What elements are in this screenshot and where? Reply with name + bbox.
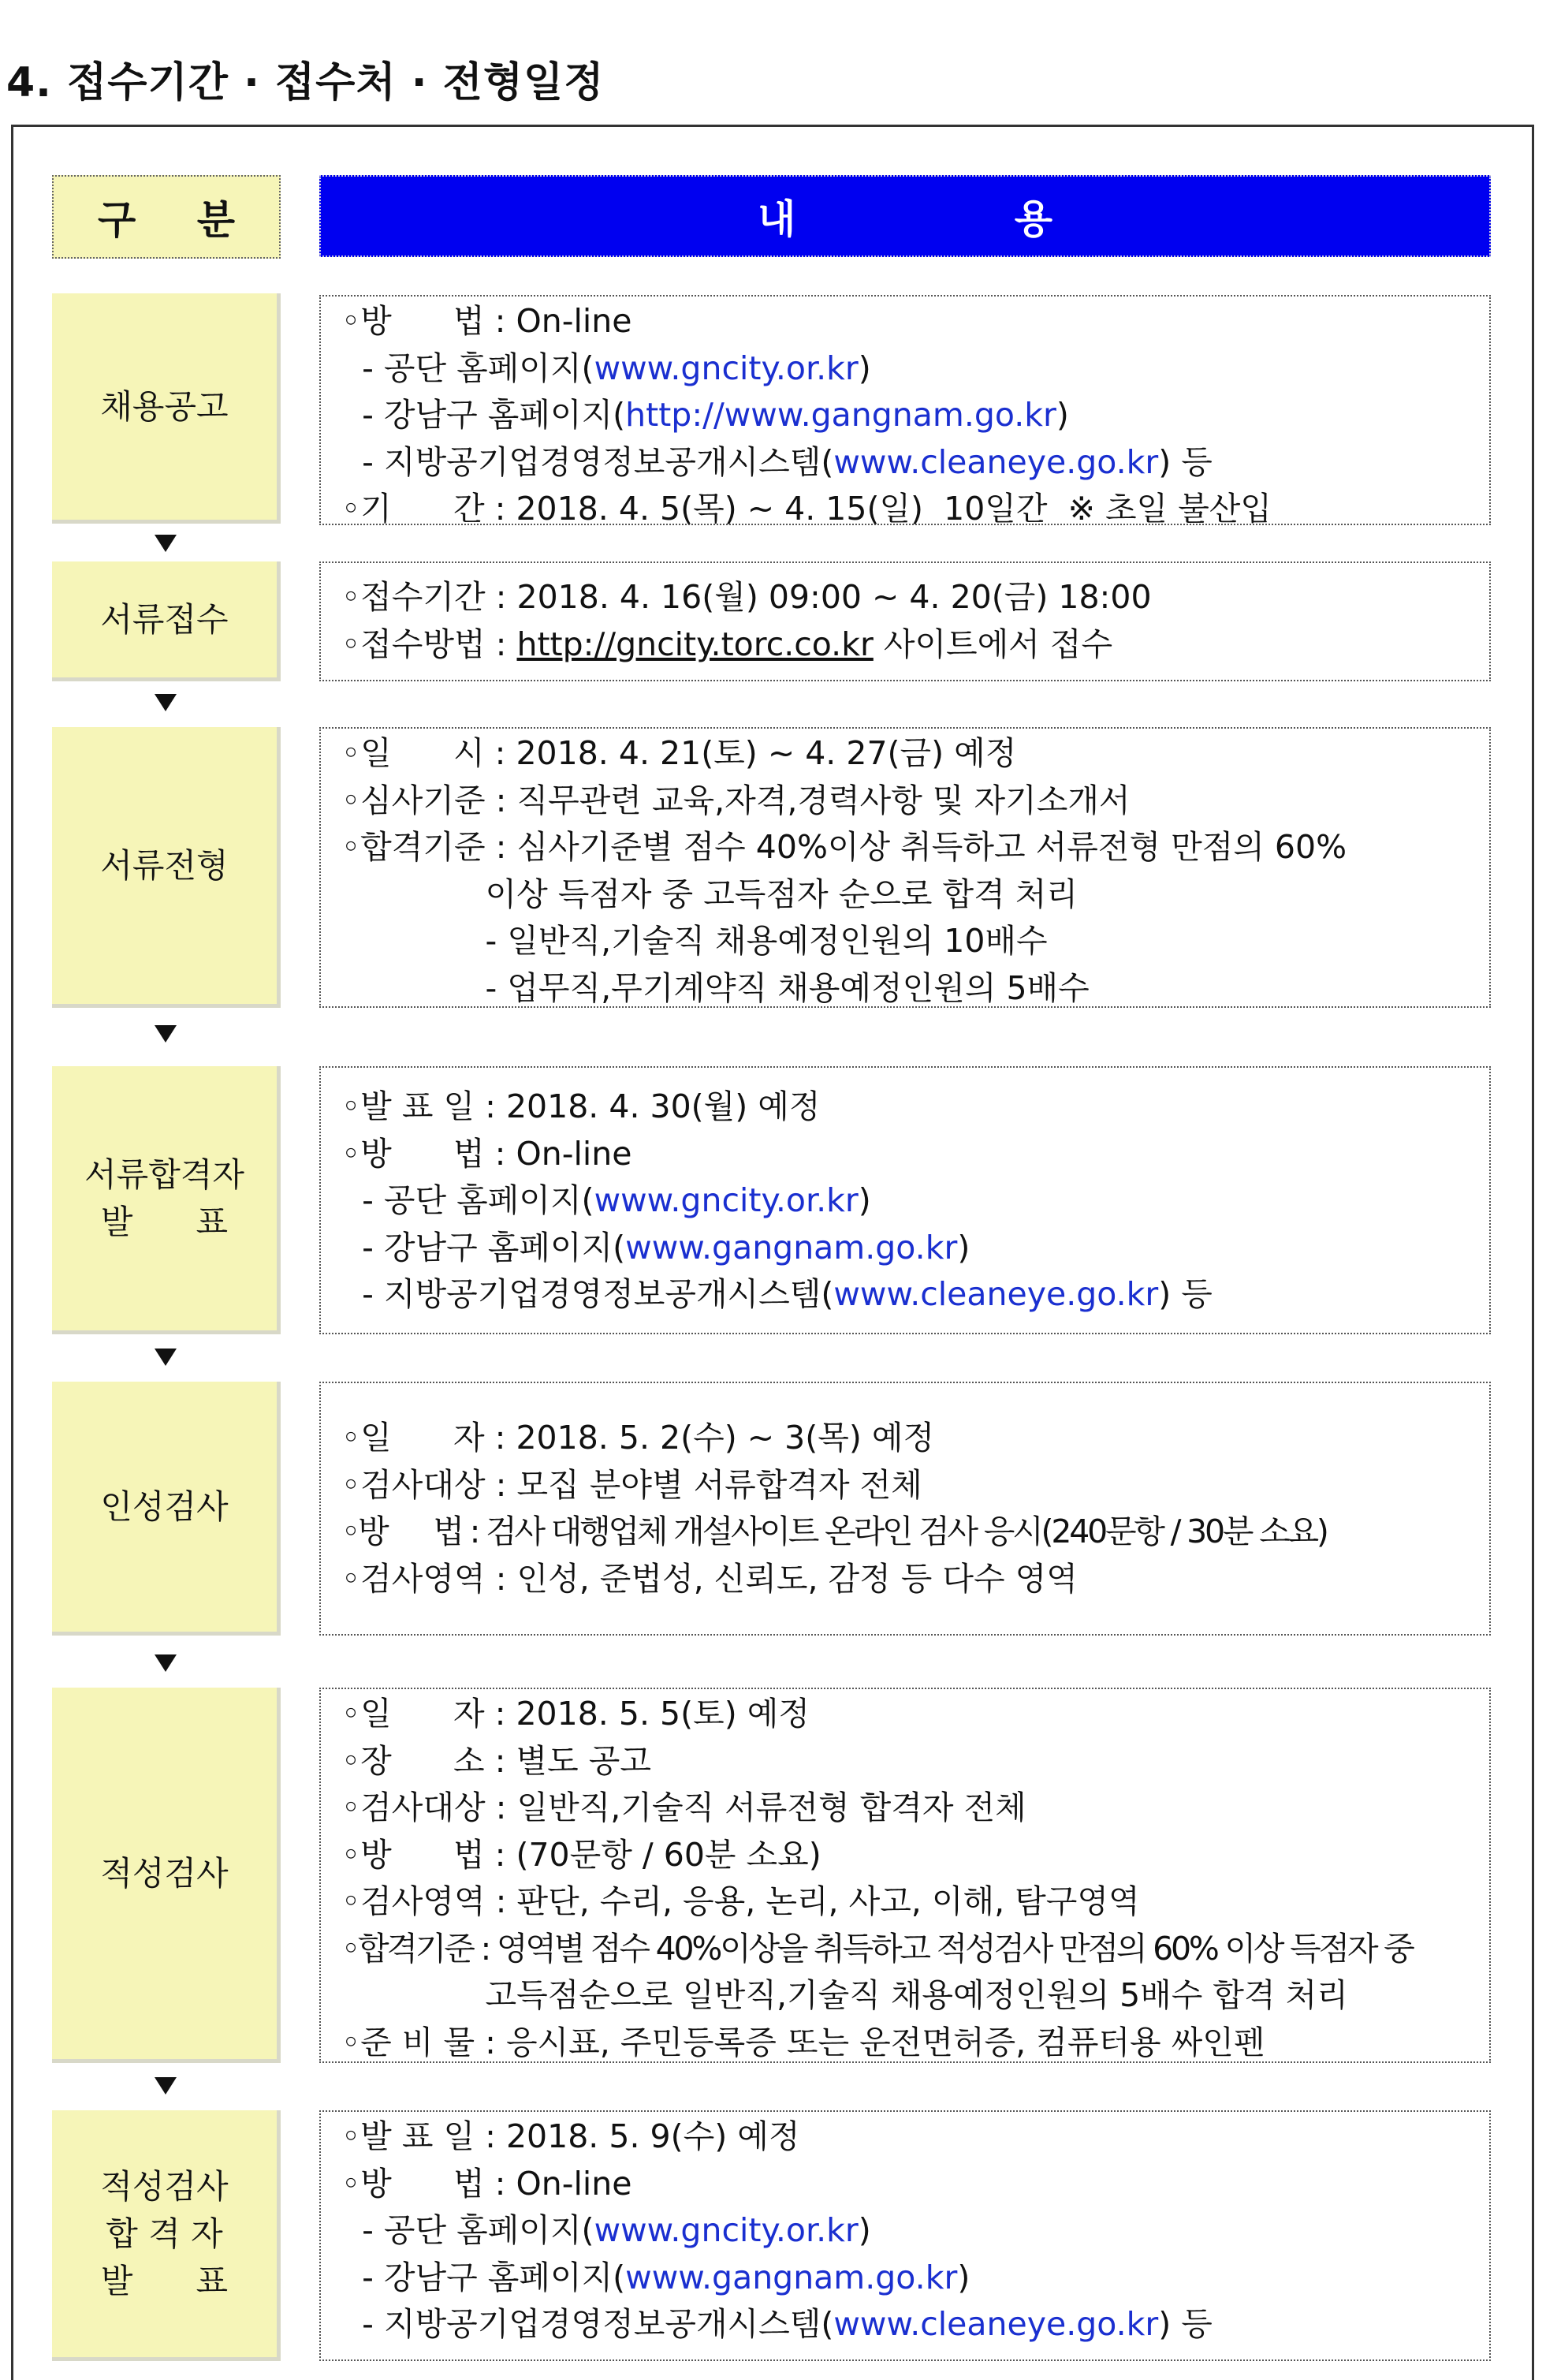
category-document-screening: [52, 727, 281, 1008]
website-link[interactable]: www.gangnam.go.kr: [625, 2258, 958, 2296]
application-site-link[interactable]: http://gncity.torc.co.kr: [516, 625, 874, 663]
content-line: - 강남구 홈페이지(www.gangnam.go.kr): [341, 2258, 970, 2296]
content-line: ◦일 자 : 2018. 5. 5(토) 예정: [341, 1695, 810, 1733]
content-line: ◦접수방법 : http://gncity.torc.co.kr 사이트에서 접수: [341, 625, 1113, 663]
category-label: 서류전형: [100, 845, 229, 885]
header-category: 구 분: [52, 175, 281, 259]
page-title: 4. 접수기간 · 접수처 · 전형일정: [6, 59, 605, 106]
content-line: ◦검사영역 : 판단, 수리, 응용, 논리, 사고, 이해, 탐구영역: [341, 1882, 1140, 1920]
content-line: ◦발 표 일 : 2018. 5. 9(수) 예정: [341, 2117, 800, 2155]
category-document-submission: [52, 561, 281, 681]
content-line: ◦발 표 일 : 2018. 4. 30(월) 예정: [341, 1087, 821, 1125]
content-line: - 지방공기업경영정보공개시스템(www.cleaneye.go.kr) 등: [341, 1275, 1213, 1313]
content-document-submission: [319, 561, 1491, 681]
content-aptitude-test: [319, 1688, 1491, 2063]
content-line: - 업무직,무기계약직 채용예정인원의 5배수: [341, 968, 1090, 1007]
content-aptitude-pass-announcement: [319, 2110, 1491, 2361]
category-recruitment-notice: [52, 293, 281, 524]
category-document-pass-announcement: [52, 1066, 281, 1334]
website-link[interactable]: www.cleaneye.go.kr: [833, 442, 1159, 481]
content-line: - 공단 홈페이지(www.gncity.or.kr): [341, 2211, 871, 2249]
content-line: ◦방 법 : On-line: [341, 1134, 632, 1173]
category-label: 적성검사 합 격 자 발 표: [100, 2166, 229, 2300]
content-document-screening: [319, 727, 1491, 1008]
category-label: 서류합격자 발 표: [84, 1155, 244, 1241]
flow-arrow-icon: [155, 694, 177, 711]
content-line: - 공단 홈페이지(www.gncity.or.kr): [341, 1181, 871, 1219]
flow-arrow-icon: [155, 2077, 177, 2095]
category-label: 적성검사: [100, 1853, 229, 1893]
flow-arrow-icon: [155, 1349, 177, 1366]
content-line: ◦검사영역 : 인성, 준법성, 신뢰도, 감정 등 다수 영역: [341, 1559, 1078, 1598]
website-link[interactable]: http://www.gangnam.go.kr: [625, 396, 1056, 434]
content-document-pass-announcement: [319, 1066, 1491, 1334]
category-aptitude-pass-announcement: [52, 2110, 281, 2361]
website-link[interactable]: www.gncity.or.kr: [594, 1181, 859, 1219]
category-label: 인성검사: [100, 1487, 229, 1526]
content-line: ◦일 시 : 2018. 4. 21(토) ~ 4. 27(금) 예정: [341, 734, 1017, 772]
website-link[interactable]: www.gangnam.go.kr: [625, 1228, 958, 1266]
content-line: ◦심사기준 : 직무관련 교육,자격,경력사항 및 자기소개서: [341, 781, 1131, 819]
content-line: ◦검사대상 : 모집 분야별 서류합격자 전체: [341, 1465, 922, 1504]
content-line: ◦합격기준 : 심사기준별 점수 40%이상 취득하고 서류전형 만점의 60%: [341, 828, 1347, 866]
category-aptitude-test: [52, 1688, 281, 2063]
content-line: - 강남구 홈페이지(www.gangnam.go.kr): [341, 1228, 970, 1266]
content-line: - 지방공기업경영정보공개시스템(www.cleaneye.go.kr) 등: [341, 2305, 1213, 2343]
content-line: ◦접수기간 : 2018. 4. 16(월) 09:00 ~ 4. 20(금) 18:00: [341, 578, 1152, 616]
content-line: ◦준 비 물 : 응시표, 주민등록증 또는 운전면허증, 컴퓨터용 싸인펜: [341, 2023, 1265, 2061]
content-line: ◦장 소 : 별도 공고: [341, 1741, 651, 1780]
content-recruitment-notice: [319, 295, 1491, 528]
category-personality-test: [52, 1382, 281, 1636]
flow-arrow-icon: [155, 1025, 177, 1043]
category-label: 채용공고: [100, 386, 229, 426]
content-line: 고득점순으로 일반직,기술직 채용예정인원의 5배수 합격 처리: [341, 1976, 1348, 2014]
website-link[interactable]: www.cleaneye.go.kr: [833, 2305, 1159, 2343]
content-line: - 일반직,기술직 채용예정인원의 10배수: [341, 922, 1048, 960]
content-line: 이상 득점자 중 고득점자 순으로 합격 처리: [341, 875, 1078, 913]
header-content: 내 용: [319, 175, 1491, 257]
content-line: ◦기 간 : 2018. 4. 5(목) ~ 4. 15(일) 10일간 ※ 초일 불산입: [341, 490, 1272, 528]
flow-arrow-icon: [155, 1654, 177, 1672]
content-line: ◦방 법 : 검사 대행업체 개설사이트 온라인 검사 응시(240문항 / 30분 소요): [341, 1513, 1327, 1550]
category-label: 서류접수: [100, 599, 229, 639]
website-link[interactable]: www.gncity.or.kr: [594, 349, 859, 387]
content-line: ◦방 법 : On-line: [341, 2164, 632, 2203]
content-personality-test: [319, 1382, 1491, 1636]
content-line: ◦방 법 : On-line: [341, 302, 632, 340]
website-link[interactable]: www.cleaneye.go.kr: [833, 1275, 1159, 1313]
flow-arrow-icon: [155, 535, 177, 552]
content-line: ◦검사대상 : 일반직,기술직 서류전형 합격자 전체: [341, 1789, 1026, 1826]
content-line: ◦합격기준 : 영역별 점수 40%이상을 취득하고 적성검사 만점의 60% 이상 득점자 중: [341, 1929, 1413, 1968]
website-link[interactable]: www.gncity.or.kr: [594, 2211, 859, 2249]
content-line: ◦방 법 : (70문항 / 60분 소요): [341, 1835, 821, 1874]
content-line: ◦일 자 : 2018. 5. 2(수) ~ 3(목) 예정: [341, 1419, 935, 1457]
content-line: - 지방공기업경영정보공개시스템(www.cleaneye.go.kr) 등: [341, 442, 1213, 481]
content-line: - 공단 홈페이지(www.gncity.or.kr): [341, 349, 871, 387]
content-line: - 강남구 홈페이지(http://www.gangnam.go.kr): [341, 396, 1069, 434]
